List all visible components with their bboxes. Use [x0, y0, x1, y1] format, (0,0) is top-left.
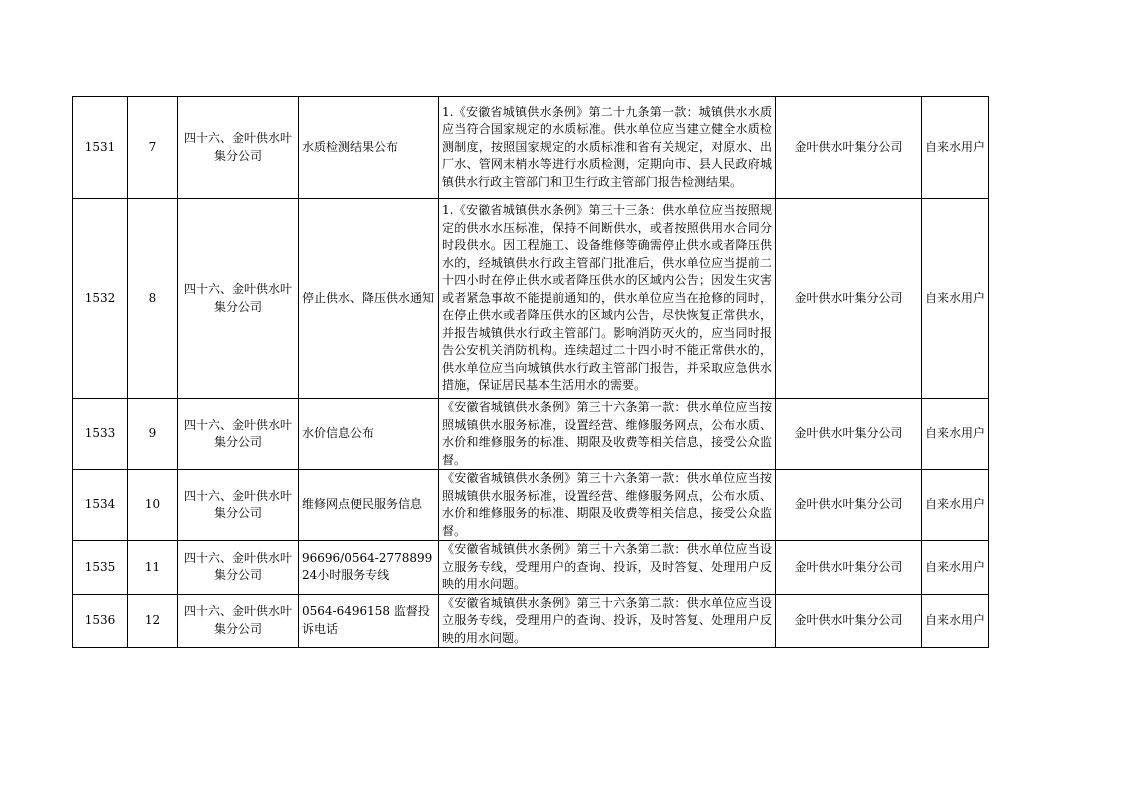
item-name-cell: 维修网点便民服务信息	[299, 470, 439, 541]
table-row	[73, 541, 989, 595]
serial-number-cell: 1533	[73, 399, 128, 470]
legal-basis-cell: 《安徽省城镇供水条例》第三十六条第一款：供水单位应当按照城镇供水服务标准，设置经营、维修服务网点，公布水质、水价和维修服务的标准、期限及收费等相关信息，接受公众监督。	[439, 470, 776, 541]
item-name-cell: 水质检测结果公布	[299, 97, 439, 199]
department-cell: 四十六、金叶供水叶集分公司	[178, 399, 299, 470]
disclosure-table	[72, 96, 989, 648]
legal-basis-cell: 《安徽省城镇供水条例》第三十六条第一款：供水单位应当按照城镇供水服务标准，设置经营、维修服务网点，公布水质、水价和维修服务的标准、期限及收费等相关信息，接受公众监督。	[439, 399, 776, 470]
table-row	[73, 399, 989, 470]
target-cell: 自来水用户	[922, 594, 989, 648]
item-number-cell: 11	[128, 541, 178, 595]
serial-number-cell: 1536	[73, 594, 128, 648]
legal-basis-cell: 1.《安徽省城镇供水条例》第三十三条：供水单位应当按照规定的供水水压标准，保持不间断供水，或者按照供用水合同分时段供水。因工程施工、设备维修等确需停止供水或者降压供水的，经城镇供水行政主管部门批准后，供水单位应当提前二十四小时在停止供水或者降压供水的区域内公告；因发生灾害或者紧急事故不能提前通知的，供水单位应当在抢修的同时，在停止供水或者降压供水的区域内公告，尽快恢复正常供水，并报告城镇供水行政主管部门。影响消防灭火的，应当同时报告公安机关消防机构。连续超过二十四小时不能正常供水的，供水单位应当向城镇供水行政主管部门报告，并采取应急供水措施，保证居民基本生活用水的需要。	[439, 199, 776, 399]
serial-number-cell: 1532	[73, 199, 128, 399]
serial-number-cell: 1534	[73, 470, 128, 541]
target-cell: 自来水用户	[922, 199, 989, 399]
item-name-cell: 96696/0564-2778899 24小时服务专线	[299, 541, 439, 595]
subject-cell: 金叶供水叶集分公司	[776, 594, 922, 648]
item-name-cell: 0564-6496158 监督投诉电话	[299, 594, 439, 648]
target-cell: 自来水用户	[922, 470, 989, 541]
target-cell: 自来水用户	[922, 97, 989, 199]
table-row	[73, 97, 989, 199]
department-cell: 四十六、金叶供水叶集分公司	[178, 541, 299, 595]
target-cell: 自来水用户	[922, 399, 989, 470]
item-number-cell: 12	[128, 594, 178, 648]
target-cell: 自来水用户	[922, 541, 989, 595]
serial-number-cell: 1531	[73, 97, 128, 199]
serial-number-cell: 1535	[73, 541, 128, 595]
item-number-cell: 8	[128, 199, 178, 399]
table-row	[73, 199, 989, 399]
legal-basis-cell: 《安徽省城镇供水条例》第三十六条第二款：供水单位应当设立服务专线，受理用户的查询、投诉，及时答复、处理用户反映的用水问题。	[439, 594, 776, 648]
item-name-cell: 停止供水、降压供水通知	[299, 199, 439, 399]
item-name-cell: 水价信息公布	[299, 399, 439, 470]
table-row	[73, 594, 989, 648]
department-cell: 四十六、金叶供水叶集分公司	[178, 594, 299, 648]
subject-cell: 金叶供水叶集分公司	[776, 399, 922, 470]
subject-cell: 金叶供水叶集分公司	[776, 97, 922, 199]
subject-cell: 金叶供水叶集分公司	[776, 470, 922, 541]
subject-cell: 金叶供水叶集分公司	[776, 541, 922, 595]
item-number-cell: 9	[128, 399, 178, 470]
item-number-cell: 7	[128, 97, 178, 199]
department-cell: 四十六、金叶供水叶集分公司	[178, 199, 299, 399]
department-cell: 四十六、金叶供水叶集分公司	[178, 97, 299, 199]
table-row	[73, 470, 989, 541]
legal-basis-cell: 《安徽省城镇供水条例》第三十六条第二款：供水单位应当设立服务专线，受理用户的查询、投诉，及时答复、处理用户反映的用水问题。	[439, 541, 776, 595]
item-number-cell: 10	[128, 470, 178, 541]
subject-cell: 金叶供水叶集分公司	[776, 199, 922, 399]
department-cell: 四十六、金叶供水叶集分公司	[178, 470, 299, 541]
legal-basis-cell: 1.《安徽省城镇供水条例》第二十九条第一款：城镇供水水质应当符合国家规定的水质标准。供水单位应当建立健全水质检测制度，按照国家规定的水质标准和省有关规定，对原水、出厂水、管网末梢水等进行水质检测，定期向市、县人民政府城镇供水行政主管部门和卫生行政主管部门报告检测结果。	[439, 97, 776, 199]
